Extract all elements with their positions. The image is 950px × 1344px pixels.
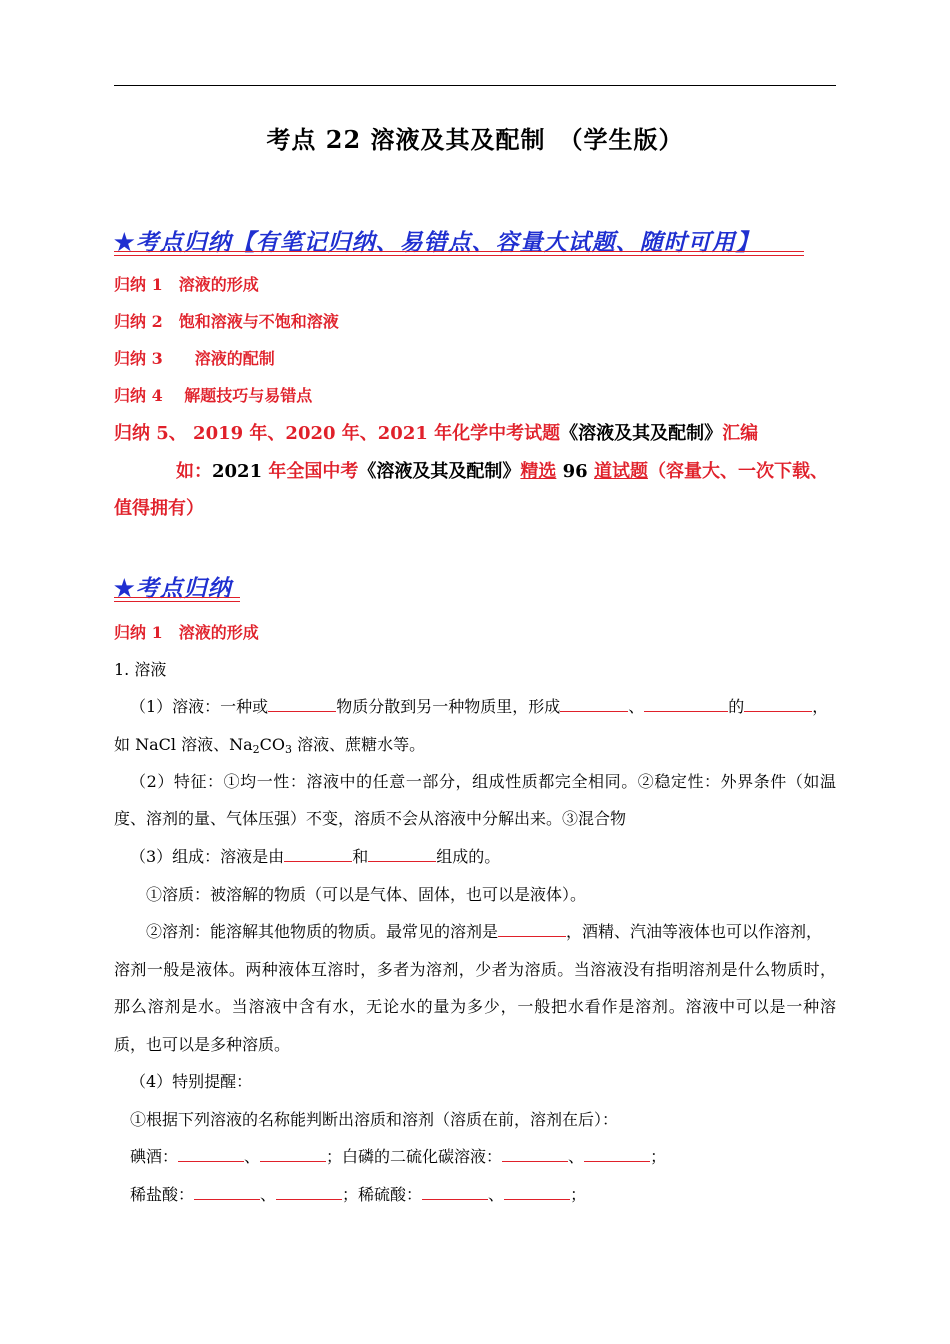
paragraph-features-2: 度、溶剂的量、气体压强）不变，溶质不会从溶液中分解出来。③混合物 (114, 809, 627, 828)
section-header-text: 考点归纳【有笔记归纳、易错点、容量大试题、随时可用】 (135, 229, 760, 256)
toc-item-4: 归纳 4 解题技巧与易错点 (114, 386, 313, 405)
item-1-heading: 1. 溶液 (114, 660, 167, 679)
paragraph-solvent-1: ②溶剂：能溶解其他物质的物质。最常见的溶剂是 ，酒精、汽油等液体也可以作溶剂， (146, 922, 823, 941)
toc-item-2: 归纳 2 饱和溶液与不饱和溶液 (114, 312, 339, 331)
promo-line: 如：2021 年全国中考《溶液及其及配制》精选 96 道试题（容量大、一次下载、 (176, 461, 828, 482)
toc-item-3: 归纳 3 溶液的配制 (114, 349, 275, 368)
exercise-line-1: 碘酒： 、 ；白磷的二硫化碳溶液： 、 ； (130, 1147, 667, 1166)
section-1-title: 归纳 1 溶液的形成 (114, 623, 259, 642)
paragraph-reminder-1: ①根据下列溶液的名称能判断出溶质和溶剂（溶质在前，溶剂在后）： (130, 1110, 619, 1129)
paragraph-solvent-2: 溶剂一般是液体。两种液体互溶时，多者为溶剂，少者为溶质。当溶液没有指明溶剂是什么物质时， (114, 960, 836, 979)
promo-link-featured[interactable]: 精选 (520, 461, 557, 482)
paragraph-examples: 如 NaCl 溶液、$Na_2CO_3$ 溶液、蔗糖水等。 (114, 735, 426, 756)
paragraph-composition: （3）组成：溶液是由 和 组成的。 (130, 847, 501, 866)
paragraph-solute: ①溶质：被溶解的物质（可以是气体、固体，也可以是液体）。 (146, 885, 587, 904)
paragraph-reminder: （4）特别提醒： (130, 1072, 253, 1091)
paragraph-features-1: （2）特征：①均一性：溶液中的任意一部分，组成性质都完全相同。②稳定性：外界条件（如温 (130, 772, 836, 791)
double-underline (114, 597, 240, 602)
page-title: 考点 22 溶液及其及配制 （学生版） (266, 125, 684, 154)
promo-link-questions[interactable]: 道试题 (593, 461, 648, 482)
star-icon: ★ (114, 575, 136, 602)
promo-line-2: 值得拥有） (114, 498, 204, 519)
paragraph-definition: （1）溶液：一种或 物质分散到另一种物质里，形成 、 的 ， (130, 697, 829, 716)
double-underline (114, 251, 804, 256)
toc-item-1: 归纳 1 溶液的形成 (114, 275, 259, 294)
paragraph-solvent-4: 质，也可以是多种溶质。 (114, 1035, 291, 1054)
star-icon: ★ (114, 229, 136, 256)
toc-item-5: 归纳 5、 2019 年、2020 年、2021 年化学中考试题《溶液及其及配制》汇编 (114, 423, 759, 444)
exercise-line-2: 稀盐酸： 、 ；稀硫酸： 、 ； (130, 1185, 587, 1204)
section-header-text: 考点归纳 (135, 575, 232, 602)
paragraph-solvent-3: 那么溶剂是水。当溶液中含有水，无论水的量为多少，一般把水看作是溶剂。溶液中可以是一种溶 (114, 997, 836, 1016)
header-rule (114, 85, 836, 86)
